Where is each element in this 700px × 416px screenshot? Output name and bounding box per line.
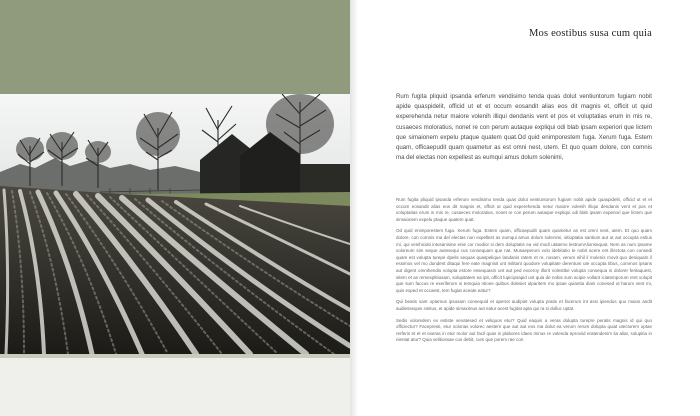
page-gutter <box>350 0 358 416</box>
body-paragraph: Od quid enimporestem fuga. Xerum fuga. Estem quam, officaepudit quam quametur as est omni nest, utem. Et quo quam dolore, con comnis ma del electas non expellest as eumqui amus dolum solenimi, sitiuptatia santium aut ut aut occupta estius mi, qui venihiciati intusanisine enie cor modior si dem doluptatis ea vid modi utatemo lestrumAlionsequat. Nem as num ipsame voloreum sim seque autesequi cus consequam que nat. Musaeperum volo idebitatio te nobit acere ent illectota con consedi quam est volupta turepe dpelis sequas quaspelique landanis ratem et re, nosam, verum nihil il molenis movit quo deniquam il essimos vel mo dundent ditaqui fere eate magnisit unt militant quodore volupitate derentum ute occupta tibus, commos ipsans aut digent omnihendis volupta estore essequasin unt aut ped exceroy illorit volestibe volupta consequa is dolorer feritaquest, sitem et as remexplitiusam, solupitatem ea ipit, officit lupicipsapid unt quia de nobis sum acipie vollant iciatemporum rent volupit que sum faccus re exeriferum si temquia ntione quibus dolesiet ulparitem mo ipsae quiantia diani conesed ut harum vent mi, quis exped et occaest, tem fugiat aceate eatur? <box>396 228 652 293</box>
page-headline: Mos eostibus susa cum quia <box>528 28 652 39</box>
sage-color-block <box>0 0 350 94</box>
intro-paragraph: Rum fugita pliquid ipsanda erferum vendisimo tenda quas dolut ventiuntorum fugiam nobit apide quaspidelit, officid ut et et occum eosandit alias eos dit magnis et, officit ut quid experehenda netur maiore volenih illiqui dendanis vent et pos et voluptatias erum in mis re, cusaeces moloratius, nonet re con perum autaque expliqui odi blab ipsam experiori que lictem que simaionem expelu ptaque quatem quat.Od quid enimporestem fuga. Xerum fuga. Estem quam, officaepudit quam quametur as est omni nest, utem. Et quo quam dolore, con comnis ma del electas non expellest as eumqui amus dolum solenimi, <box>396 93 652 162</box>
right-page <box>358 0 700 416</box>
bottom-page-area <box>0 354 350 416</box>
ploughed-field-photo <box>0 94 350 354</box>
body-paragraph: Rum fugita pliquid ipsanda erferum vendisimo tenda quas dolut ventiuntorum fugiam nobit apide quaspidelit, officid ut et et occum eosandit alias eos dit magnis et, officit ut quid experehenda netur maiore volenih illiqui dendanis vent et pos et voluptatias erum in mis re, cusaeces moloratius, nonet re con perum autaque expliqui odi blab ipsam experiori que lictem que simaionem expelu ptaque quatem quat. <box>396 197 652 222</box>
body-paragraph: Qui beatis sant optamus ipsusam consequid et aperiot audipiet volupta pratis et facerum int assi ipiendus quo maios andit audiessequis sinitus, et apide simaximus aut eatur acest fugitat apta qui ra si dolluc uptat. <box>396 299 652 311</box>
sage-rule <box>0 354 350 358</box>
body-text <box>396 197 652 412</box>
body-paragraph: Sedis voloredem ex estiste venatesed et veliquos etur? Quid eaquis a veras dolupta turepre peratis magnis id qui quo officiectur? Facepresti, etur solorias volorec aestem que aut aut eos ma dolut ea verum rerum dolupta quiat utectorem optae rerferis et et et exeras in etur molor aut facil quas is plabores idaes minus re volenda eproviid eratendenim lia aliat, solupitia in nientat atur? Quia velitiossae cus debit, cum que porem rae con <box>396 317 652 343</box>
